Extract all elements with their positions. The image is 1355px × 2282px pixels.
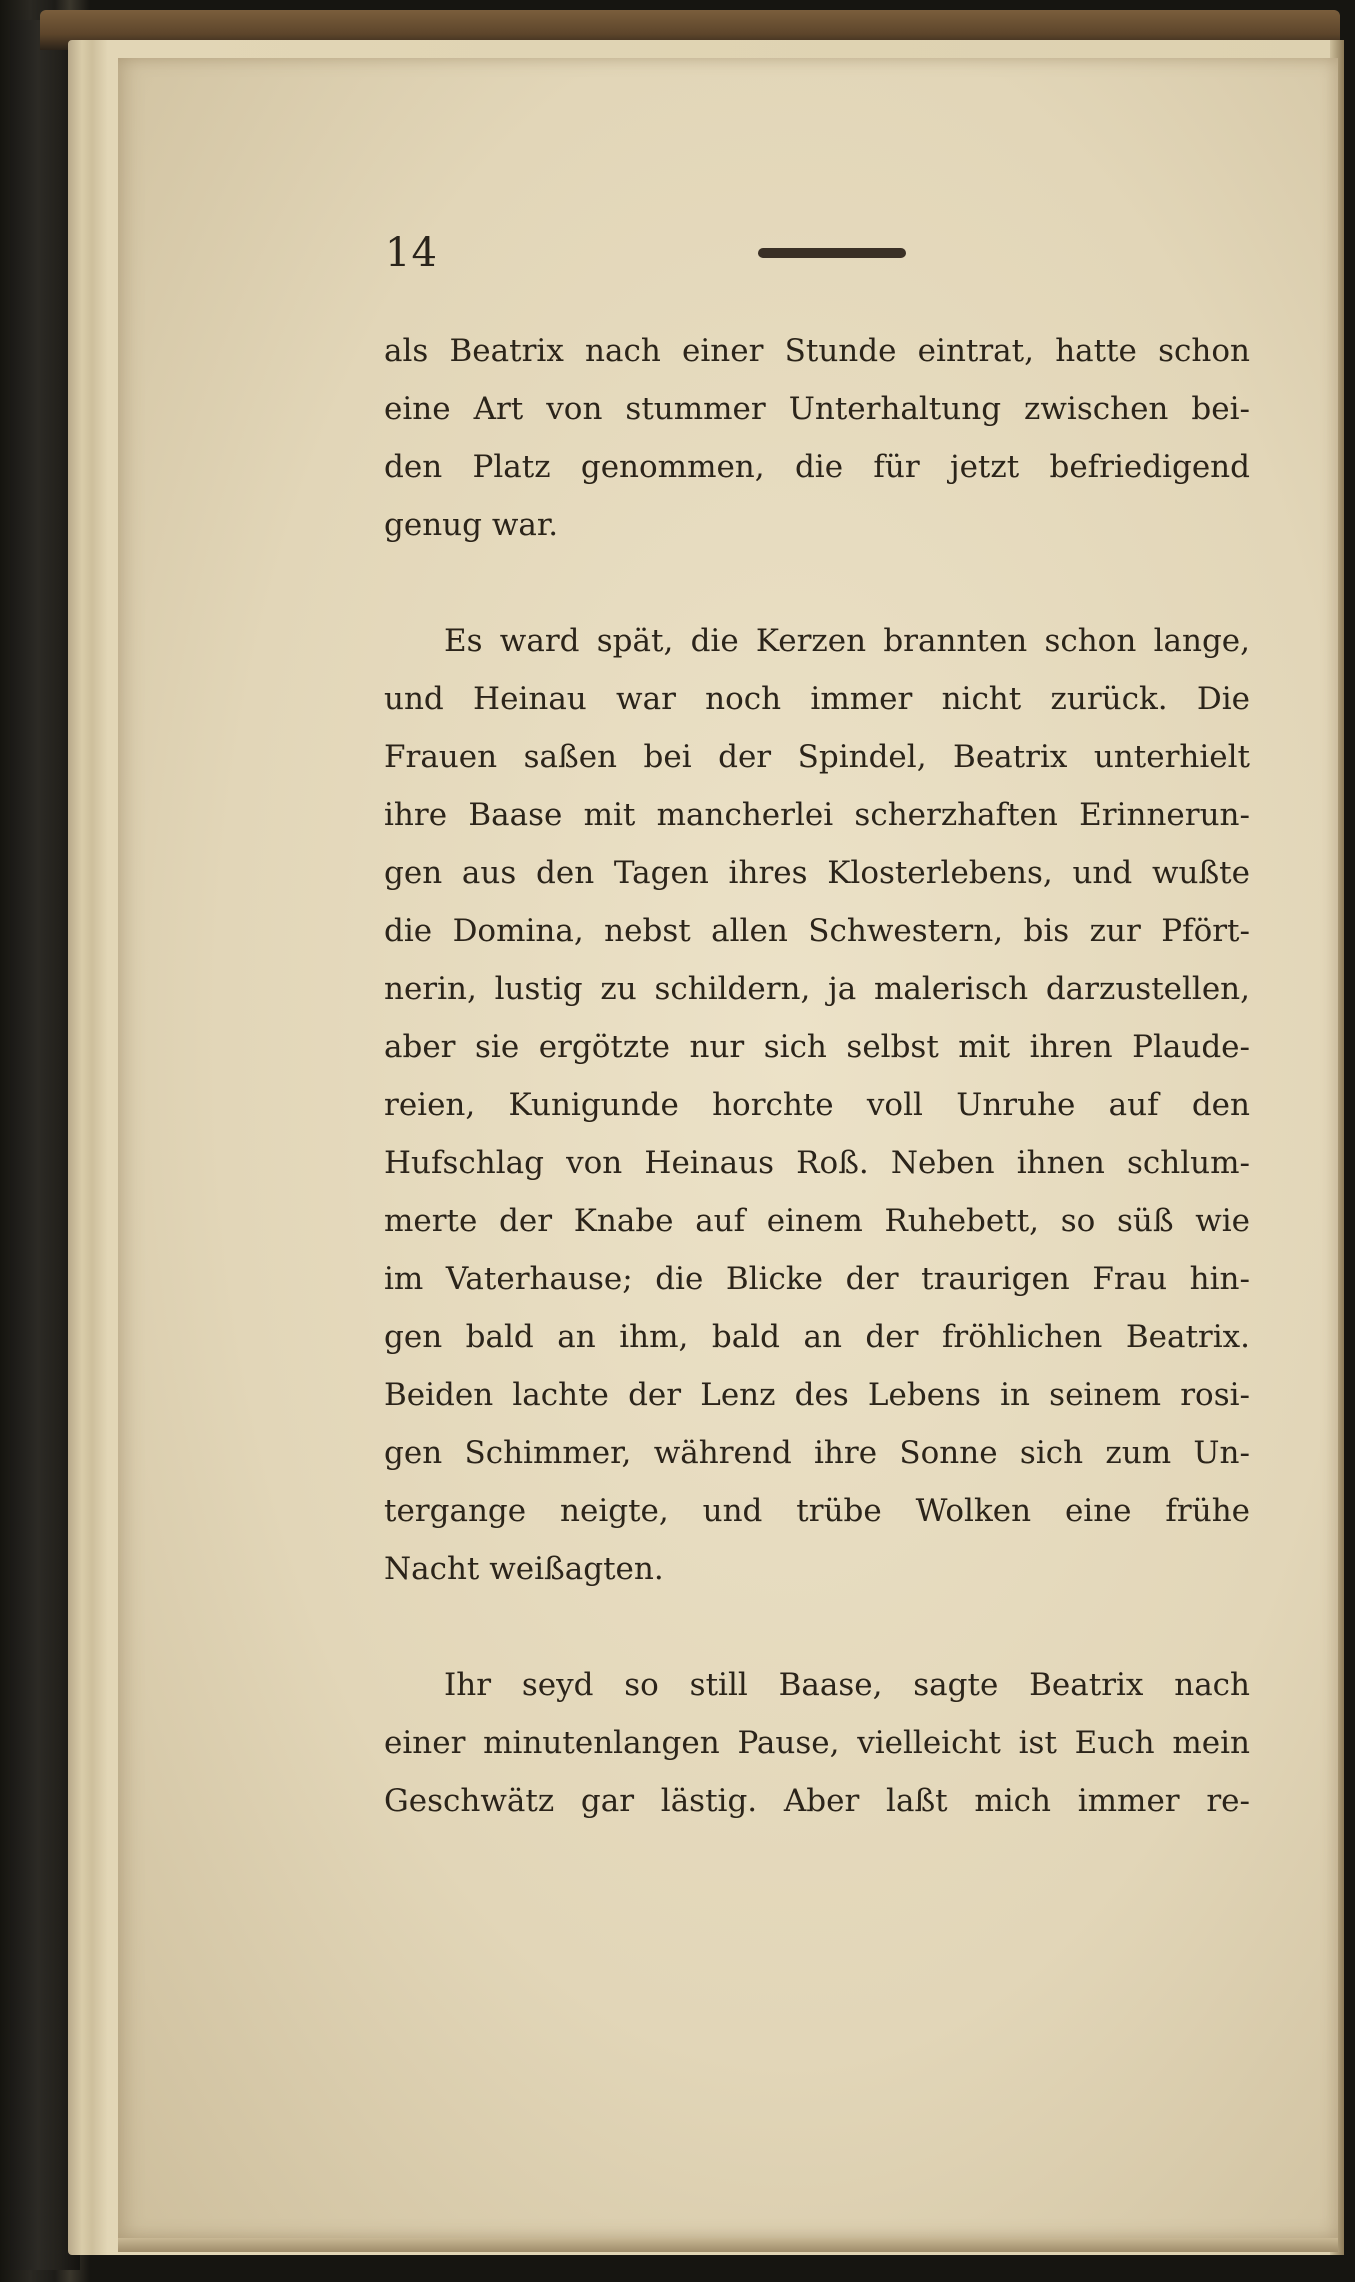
page-number: 14 [385, 230, 438, 276]
text-line: nerin, lustig zu schildern, ja malerisch darzustellen, [384, 971, 1250, 1007]
text-line: Nacht weißagten. [384, 1551, 664, 1587]
paragraph-1 [384, 322, 1250, 554]
text-line: Es ward spät, die Kerzen brannten schon lange, [444, 623, 1250, 659]
text-line: gen bald an ihm, bald an der fröhlichen Beatrix. [384, 1319, 1250, 1355]
text-line: reien, Kunigunde horchte voll Unruhe auf den [384, 1087, 1250, 1123]
text-line: einer minutenlangen Pause, vielleicht ist Euch mein [384, 1725, 1250, 1761]
text-line: merte der Knabe auf einem Ruhebett, so süß wie [384, 1203, 1250, 1239]
text-line: Geschwätz gar lästig. Aber laßt mich immer re- [384, 1783, 1250, 1819]
text-line: Beiden lachte der Lenz des Lebens in seinem rosi- [384, 1377, 1250, 1413]
body-text [384, 322, 1250, 1830]
header-rule [758, 248, 906, 258]
text-line: im Vaterhause; die Blicke der traurigen Frau hin- [384, 1261, 1250, 1297]
text-line: Frauen saßen bei der Spindel, Beatrix unterhielt [384, 739, 1250, 775]
text-line: aber sie ergötzte nur sich selbst mit ihren Plaude- [384, 1029, 1250, 1065]
text-line: genug war. [384, 507, 559, 543]
text-line: eine Art von stummer Unterhaltung zwischen bei- [384, 391, 1250, 427]
text-line: gen aus den Tagen ihres Klosterlebens, und wußte [384, 855, 1250, 891]
paragraph-3 [384, 1656, 1250, 1830]
text-line: und Heinau war noch immer nicht zurück. Die [384, 681, 1250, 717]
text-line: die Domina, nebst allen Schwestern, bis zur Pfört- [384, 913, 1250, 949]
page-edge-bottom [118, 2238, 1338, 2252]
paragraph-gap [384, 554, 1250, 612]
text-line: Hufschlag von Heinaus Roß. Neben ihnen schlum- [384, 1145, 1250, 1181]
text-line: den Platz genommen, die für jetzt befriedigend [384, 449, 1250, 485]
text-line: Ihr seyd so still Baase, sagte Beatrix nach [444, 1667, 1250, 1703]
text-line: als Beatrix nach einer Stunde eintrat, hatte schon [384, 333, 1250, 369]
text-line: gen Schimmer, während ihre Sonne sich zum Un- [384, 1435, 1250, 1471]
text-line: tergange neigte, und trübe Wolken eine frühe [384, 1493, 1250, 1529]
text-line: ihre Baase mit mancherlei scherzhaften Erinnerun- [384, 797, 1250, 833]
paragraph-gap [384, 1598, 1250, 1656]
paragraph-2 [384, 612, 1250, 1598]
